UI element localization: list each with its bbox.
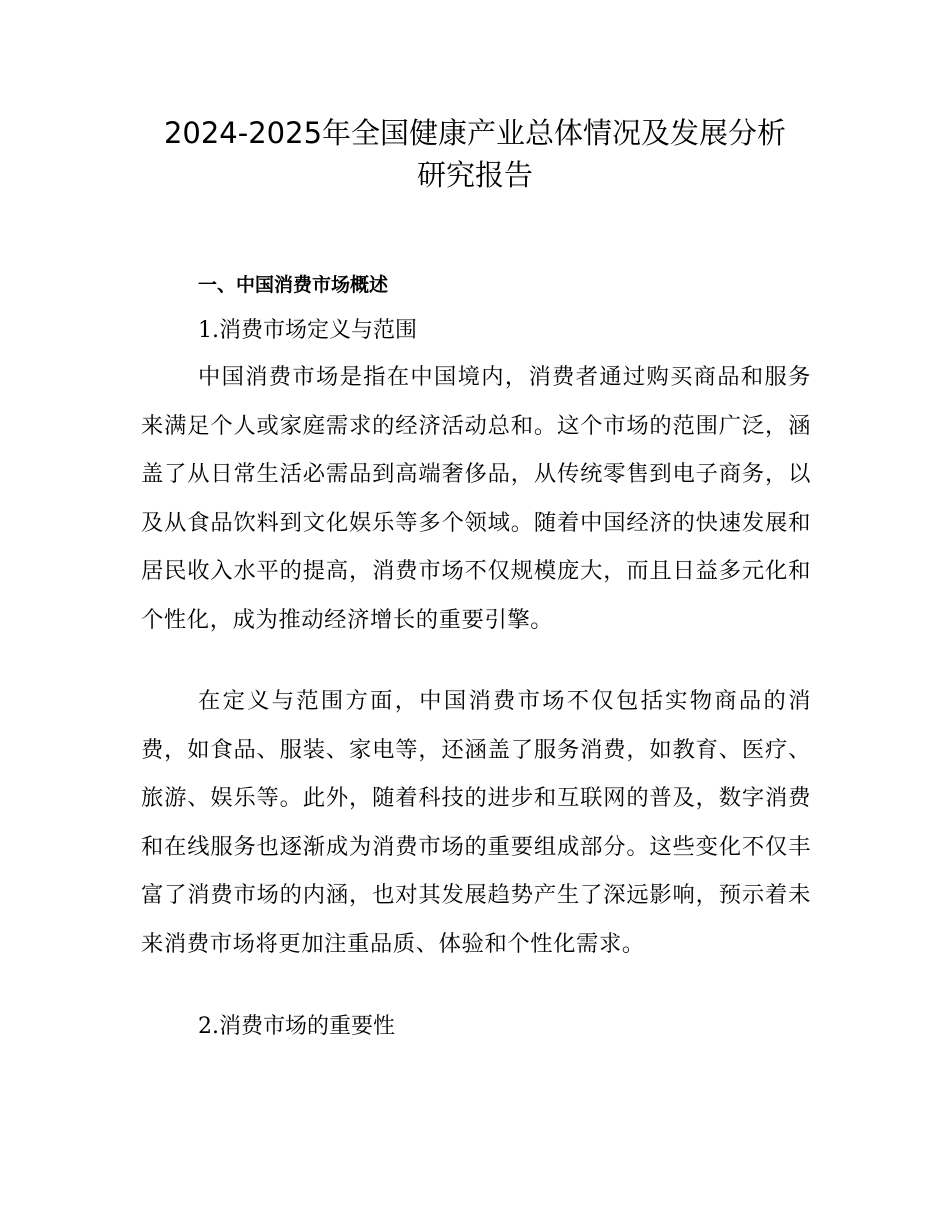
report-title-line-1: 2024-2025年全国健康产业总体情况及发展分析 bbox=[163, 116, 787, 150]
section-heading: 一、中国消费市场概述 bbox=[198, 274, 389, 296]
body-paragraph-1: 中国消费市场是指在中国境内，消费者通过购买商品和服务来满足个人或家庭需求的经济活动总和。这个市场的范围广泛，涵盖了从日常生活必需品到高端奢侈品，从传统零售到电子商务，以及从食品饮料到文化娱乐等多个领域。随着中国经济的快速发展和居民收入水平的提高，消费市场不仅规模庞大，而且日益多元化和个性化，成为推动经济增长的重要引擎。 bbox=[141, 364, 811, 633]
subsection-heading-definition: 1.消费市场定义与范围 bbox=[198, 318, 417, 343]
subsection-heading-importance: 2.消费市场的重要性 bbox=[198, 1014, 395, 1039]
report-title-line-2: 研究报告 bbox=[416, 158, 533, 192]
body-paragraph-2: 在定义与范围方面，中国消费市场不仅包括实物商品的消费，如食品、服装、家电等，还涵盖了服务消费，如教育、医疗、旅游、娱乐等。此外，随着科技的进步和互联网的普及，数字消费和在线服务也逐渐成为消费市场的重要组成部分。这些变化不仅丰富了消费市场的内涵，也对其发展趋势产生了深远影响，预示着未来消费市场将更加注重品质、体验和个性化需求。 bbox=[141, 688, 811, 957]
